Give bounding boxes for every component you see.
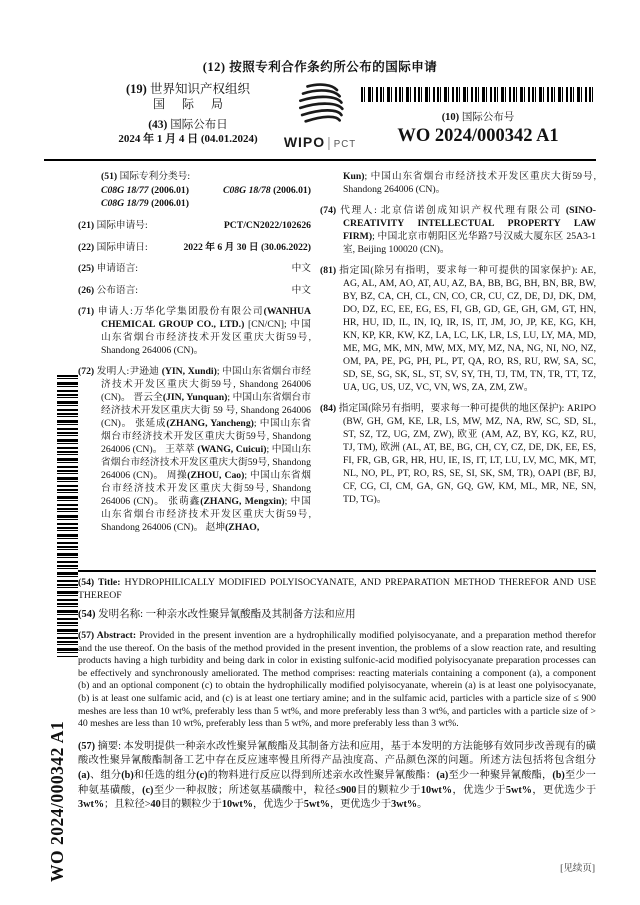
inventors-paragraph: (72) 发明人:尹逊迪 (YIN, Xundi); 中国山东省烟台市经济技术开发区重庆大街59号, Shandong 264006 (CN)。 晋云全(JIN, Yunquan); 中国山东省烟台市经济技术开发区重庆大街 59 号, Shandong 264006 (CN)。 张延成(ZHANG, Yancheng); 中国山东省烟台市经济技术开发区重庆大街59号, Shandong 264006 (CN)。 王萃萃 (WANG, Cuicui); 中国山东省烟台市经济技术开发区重庆大街59号, Shandong 264006 (CN)。 周操(ZHOU, Cao); 中国山东省烟台市经济技术开发区重庆大街59号, Shandong 264006 (CN)。 张萌鑫(ZHANG, Mengxin); 中国山东省烟台市经济技术开发区重庆大街59号, Shandong 264006 (CN)。 赵坤(ZHAO,	[78, 366, 311, 533]
publication-number-label: (10) 国际公布号	[441, 112, 515, 123]
international-bureau-label: 国 际 局	[152, 97, 230, 111]
agent-paragraph: (74) 代理人: 北京信诺创成知识产权代理有限公司 (SINO-CREATIVITY INTELLECTUAL PROPERTY LAW FIRM); 中国北京市朝阳区光华路7号汉威大厦东区 25A3-1 室, Beijing 100020 (CN)。	[320, 205, 596, 255]
publication-type-line: (12) 按照专利合作条约所公布的国际申请	[202, 60, 438, 74]
wordmark-separator: |	[327, 134, 332, 150]
filing-language-row	[78, 262, 311, 275]
ipc-classification-section	[78, 170, 311, 210]
bibliographic-left-column	[78, 170, 311, 542]
pct-text: PCT	[333, 139, 357, 150]
wipo-name-line: (19) 世界知识产权组织	[126, 82, 250, 96]
application-number-row	[78, 219, 311, 232]
publication-language-row	[78, 284, 311, 297]
publication-number: WO 2024/000342 A1	[397, 126, 559, 146]
filing-date-row	[78, 241, 311, 254]
filing-date: 2022 年 6 月 30 日 (30.06.2022)	[183, 241, 311, 253]
section-divider	[78, 570, 596, 572]
title-chinese: (54) 发明名称: 一种亲水改性聚异氰酸酯及其制备方法和应用	[78, 609, 356, 620]
applicant-paragraph: (71) 申请人:万华化学集团股份有限公司(WANHUA CHEMICAL GROUP CO., LTD.) [CN/CN]; 中国山东省烟台市经济技术开发区重庆大街59号, Shandong 264006 (CN)。	[78, 306, 311, 356]
header-divider	[44, 159, 596, 161]
bibliographic-right-column	[320, 170, 596, 514]
barcode-icon	[361, 87, 595, 102]
sidebar-publication-number: WO 2024/000342 A1	[47, 720, 67, 882]
ipc-code: C08G 18/78 (2006.01)	[223, 185, 311, 196]
application-number: PCT/CN2022/102626	[223, 220, 311, 231]
wipo-swoosh-icon	[276, 82, 364, 132]
ipc-code: C08G 18/77 (2006.01)	[101, 185, 189, 196]
field-label: (25) 申请语言:	[78, 263, 139, 274]
abstract-english: (57) Abstract: Provided in the present invention are a hydrophilically modified polyisocyanate, and a preparation method therefor and the use thereof. On the basis of the method provided in the present invention, the problems of a slow reaction rate, and resulting products having a high turbidity and being dark in color in existing sulfonic-acid modified polyisocyanate preparation processes can be effectively and synchronously ameliorated. The method comprises: reacting materials containing a component (a), a component (b) and an optional component (c) to obtain the hydrophilically modified polyisocyanate, wherein (a) is at least one polyisocyanate, (b) is at least one sulfamic acid, and (c) is at least one tertiary amine; and in the sulfamic acid, particles with a particle size of ≤ 900 meshes are less than 10 wt%, preferably less than 5 wt%, and more preferably less than 3 wt%, and particles with a particle size of > 40 meshes are less than 10 wt%, preferably less than 5 wt%, and more preferably less than 3 wt%.	[78, 630, 596, 730]
ipc-code: C08G 18/79 (2006.01)	[101, 198, 189, 209]
publication-date-label: (43) 国际公布日	[148, 119, 228, 131]
field-label: (26) 公布语言:	[78, 284, 139, 296]
inventors-continuation: Kun); 中国山东省烟台市经济技术开发区重庆大街59号, Shandong 264006 (CN)。	[343, 171, 596, 195]
title-english: (54) Title: HYDROPHILICALLY MODIFIED POLYISOCYANATE, AND PREPARATION METHOD THEREFOR AND USE THEREOF	[78, 577, 596, 601]
wipo-logo	[276, 82, 364, 151]
title-abstract-section	[78, 577, 596, 813]
wipo-pct-wordmark	[276, 134, 364, 151]
ipc-label: (51) 国际专利分类号:	[101, 171, 191, 182]
field-label: (21) 国际申请号:	[78, 220, 148, 231]
continuation-note: [见续页]	[560, 864, 595, 874]
field-label: (22) 国际申请日:	[78, 241, 148, 253]
barcode-icon	[57, 375, 78, 657]
abstract-chinese: (57) 摘要: 本发明提供一种亲水改性聚异氰酸酯及其制备方法和应用，基于本发明的方法能够有效同步改善现有的磺酸改性聚异氰酸酯制备工艺中存在反应速率慢且所得产品浊度高、产品颜色深的问题。所述方法包括将包含组分(a)、组分(b)和任选的组分(c)的物料进行反应以得到所述亲水改性聚异氰酸酯：(a)至少一种聚异氰酸酯，(b)至少一种氨基磺酸，(c)至少一种叔胺；所述氨基磺酸中，粒径≤900目的颗粒少于10wt%，优选少于5wt%，更优选少于3wt%；且粒径>40目的颗粒少于10wt%，优选少于5wt%，更优选少于3wt%。	[78, 740, 597, 811]
publication-language: 中文	[291, 284, 311, 296]
regional-designations-paragraph: (84) 指定国(除另有指明，要求每一种可提供的地区保护): ARIPO (BW, GH, GM, KE, LR, LS, MW, MZ, NA, RW, SC, SD, SL, ST, SZ, TZ, UG, ZM, ZW), 欧亚 (AM, AZ, BY, KG, KZ, RU, TJ, TM), 欧洲 (AL, AT, BE, BG, CH, CY, CZ, DE, DK, EE, ES, FI, FR, GB, GR, HR, HU, IE, IS, IT, LT, LU, LV, MC, MK, MT, NL, NO, PL, PT, RO, RS, SE, SI, SK, SM, TR), OAPI (BF, BJ, CF, CG, CI, CM, GA, GN, GQ, GW, KM, ML, MR, NE, SN, TD, TG)。	[320, 403, 596, 505]
wipo-text: WIPO	[283, 134, 326, 150]
filing-language: 中文	[291, 263, 311, 274]
designated-states-paragraph: (81) 指定国(除另有指明，要求每一种可提供的国家保护): AE, AG, AL, AM, AO, AT, AU, AZ, BA, BB, BG, BH, BN, BR, BW, BY, BZ, CA, CH, CL, CN, CO, CR, CU, CZ, DE, DJ, DK, DM, DO, DZ, EC, EE, EG, ES, FI, GB, GD, GE, GH, GM, GT, HN, HR, HU, ID, IL, IN, IQ, IR, IS, IT, JM, JO, JP, KE, KG, KH, KN, KP, KR, KW, KZ, LA, LC, LK, LR, LS, LU, LY, MA, MD, ME, MG, MK, MN, MW, MX, MY, MZ, NA, NG, NI, NO, NZ, OM, PA, PE, PG, PH, PL, PT, QA, RO, RS, RU, RW, SA, SC, SD, SE, SG, SK, SL, ST, SV, SY, TH, TJ, TM, TN, TR, TT, TZ, UA, UG, US, UZ, VC, VN, WS, ZA, ZM, ZW。	[320, 265, 596, 393]
publication-date: 2024 年 1 月 4 日 (04.01.2024)	[118, 133, 258, 145]
header-left-block	[88, 82, 288, 146]
header-right-block	[360, 87, 596, 147]
